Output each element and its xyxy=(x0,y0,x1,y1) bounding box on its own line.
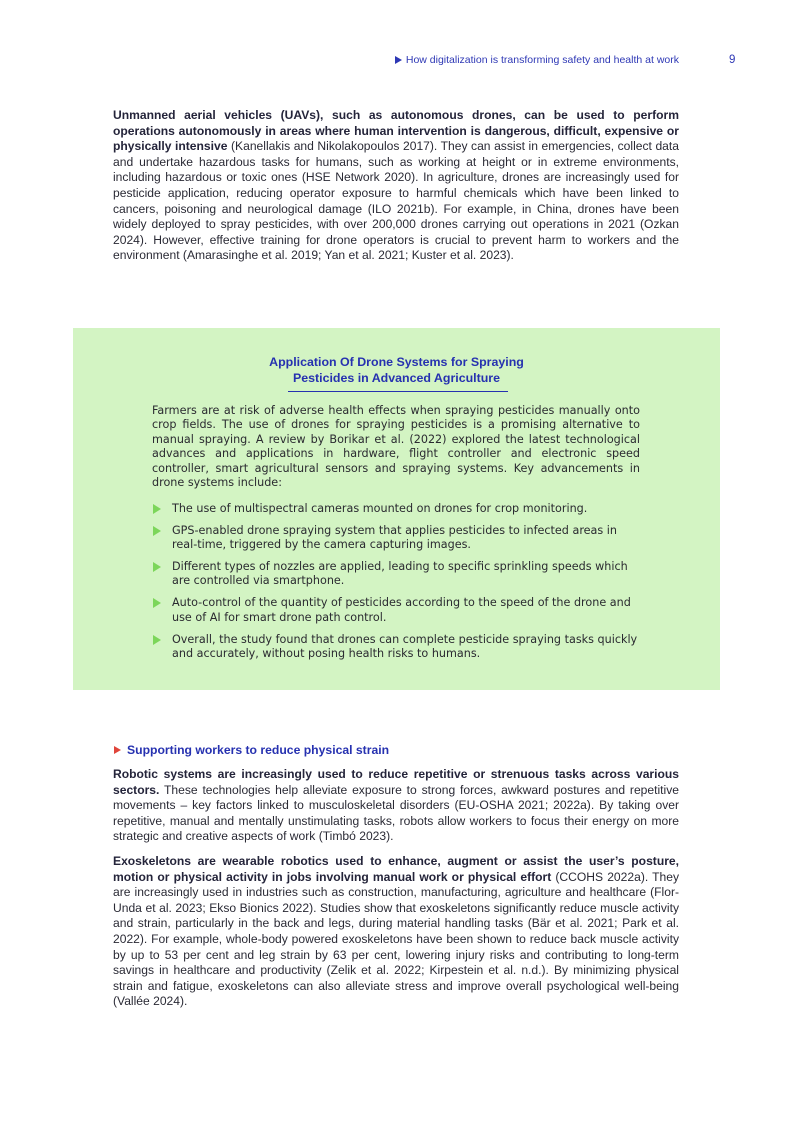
list-item-text: The use of multispectral cameras mounted on drones for crop monitoring. xyxy=(172,502,588,515)
list-item-text: Auto-control of the quantity of pesticides according to the speed of the drone and use of AI for smart drone path control. xyxy=(172,596,631,624)
list-item-text: GPS-enabled drone spraying system that applies pesticides to infected areas in real-time, triggered by the camera capturing images. xyxy=(172,524,617,552)
paragraph-text: (CCOHS 2022a). They are increasingly used in industries such as construction, manufacturing, agriculture and healthcare (Flor-Unda et al. 2023; Ekso Bionics 2022). Studies show that exoskeletons significantly reduce muscle activity and strain, particularly in the back and legs, during material handling tasks (Bär et al. 2021; Park et al. 2022). For example, whole-body powered exoskeletons have been shown to reduce back muscle activity by up to 53 per cent and leg strain by 63 per cent, lowering injury risks and contributing to long-term savings in healthcare and productivity (Zelik et al. 2022; Kirpestein et al. n.d.). By minimizing physical strain and fatigue, exoskeletons can also alleviate stress and improve overall psychological well-being (Vallée 2024). xyxy=(113,869,680,1009)
paragraph-text: These technologies help alleviate exposure to strong forces, awkward postures and repetitive movements – key factors linked to musculoskeletal disorders (EU-OSHA 2021; 2022a). By taking over repetitive, manual and mentally unstimulating tasks, robots allow workers to focus their energy on more strategic and creative aspects of work (Timbó 2023). xyxy=(113,782,679,844)
bullet-arrow-icon xyxy=(153,562,161,572)
triangle-icon xyxy=(395,56,402,64)
page-number: 9 xyxy=(729,54,736,66)
list-item-text: Overall, the study found that drones can complete pesticide spraying tasks quickly and accurately, without posing health risks to humans. xyxy=(172,632,638,660)
paragraph-uavs xyxy=(113,108,679,264)
triangle-icon xyxy=(114,746,121,754)
paragraph-lead: Unmanned aerial vehicles (UAVs), such as autonomous drones, can be used to perform operations autonomously in areas where human intervention is dangerous, difficult, expensive or physically intensive xyxy=(113,108,679,154)
section-heading xyxy=(114,743,389,757)
bullet-arrow-icon xyxy=(153,598,161,608)
title-underline xyxy=(288,391,508,392)
paragraph-lead: Robotic systems are increasingly used to reduce repetitive or strenuous tasks across various sectors. xyxy=(113,767,679,797)
paragraph-lead: Exoskeletons are wearable robotics used to enhance, augment or assist the user’s posture, motion or physical activity in jobs involving manual work or physical effort xyxy=(113,854,679,884)
box-body: Farmers are at risk of adverse health effects when spraying pesticides manually onto crop fields. The use of drones for spraying pesticides is a promising alternative to manual spraying. A review by Borikar et al. (2022) explored the latest technological advances and applications in hardware, flight controller and electronic speed controller, smart agricultural sensors and spraying systems. Key advancements in drone systems include: xyxy=(152,404,640,490)
paragraph-robotics xyxy=(113,767,679,845)
box-title xyxy=(73,354,720,386)
box-bullet-list xyxy=(152,502,640,669)
bullet-arrow-icon xyxy=(153,635,161,645)
list-item xyxy=(152,502,640,516)
bullet-arrow-icon xyxy=(153,504,161,514)
paragraph-text: (Kanellakis and Nikolakopoulos 2017). They can assist in emergencies, collect data and undertake hazardous tasks for humans, such as working at height or in extreme environments, including hazardous or toxic ones (HSE Network 2020). In agriculture, drones are increasingly used for pesticide application, reducing operator exposure to harmful chemicals which have been linked to cancers, poisoning and neurological damage (ILO 2021b). For example, in China, drones have been widely deployed to spray pesticides, with over 200,000 drones carrying out operations in 2021 (Ozkan 2024). However, effective training for drone operators is crucial to prevent harm to workers and the environment (Amarasinghe et al. 2019; Yan et al. 2021; Kuster et al. 2023). xyxy=(113,139,679,263)
running-title: How digitalization is transforming safety and health at work xyxy=(405,54,679,66)
case-study-box xyxy=(73,328,720,690)
paragraph-exoskeletons xyxy=(113,854,679,1010)
list-item xyxy=(152,560,640,588)
list-item xyxy=(152,633,640,661)
list-item xyxy=(152,596,640,624)
box-title-line: Application Of Drone Systems for Spraying xyxy=(269,355,524,369)
list-item xyxy=(152,524,640,552)
running-header xyxy=(395,54,679,66)
bullet-arrow-icon xyxy=(153,526,161,536)
section-heading-text: Supporting workers to reduce physical strain xyxy=(127,743,390,757)
box-title-line: Pesticides in Advanced Agriculture xyxy=(292,371,501,385)
list-item-text: Different types of nozzles are applied, leading to specific sprinkling speeds which are controlled via smartphone. xyxy=(172,560,628,588)
